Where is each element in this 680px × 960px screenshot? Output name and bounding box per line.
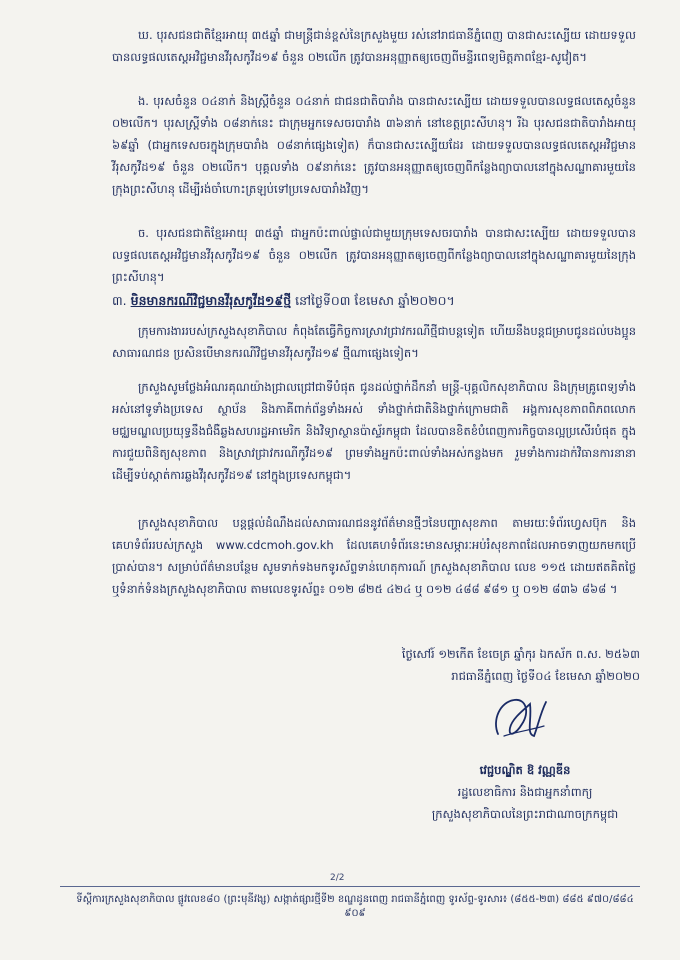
paragraph-item-ngo <box>112 90 636 200</box>
lunar-date-line: ថ្ងៃសៅរ៍ ១២កើត ខែចេត្រ ឆ្នាំកុរ ឯកស័ក ព.ស. ២៥៦៣ <box>401 647 640 661</box>
paragraph-text: ក្រុមការងាររបស់ក្រសួងសុខាភិបាល កំពុងតែធ្វើកិច្ចការស្រាវជ្រាវករណីថ្មីជាបន្តទៀត ហើយនឹងបន្តជម្រាបជូនដល់បងប្អូនសាធារណជន ប្រសិនបើមានករណីវិជ្ជមានវីរុសកូវីដ១៩ ថ្មីណាផ្សេងទៀត។ <box>112 324 636 360</box>
body-paragraph-contact <box>112 512 636 600</box>
paragraph-item-gho <box>112 24 636 68</box>
paragraph-item-cha <box>112 222 636 288</box>
heading-rest: នៅថ្ងៃទី០៣ ខែមេសា ឆ្នាំ២០២០។ <box>295 293 455 308</box>
solar-date-line: រាជធានីភ្នំពេញ ថ្ងៃទី០៤ ខែមេសា ឆ្នាំ២០២០ <box>451 669 640 683</box>
heading-number: ៣. <box>112 293 127 308</box>
paragraph-text: ក្រសួងសុខាភិបាល បន្តផ្ដល់ដំណឹងដល់សាធារណជននូវព័ត៌មានថ្មីៗនៃបញ្ហាសុខភាព តាមរយៈទំព័រហ្វេសប៊ុក និងគេហទំព័ររបស់ក្រសួង www.cdcmoh.gov.kh ដែលគេហទំព័រនេះមានសម្ភារៈអប់រំសុខភាពដែលអាចទាញយកមកប្រើប្រាស់បាន។ សម្រាប់ព័ត៌មានបន្ថែម សូមទាក់ទងមកទូរស័ព្ទទាន់ហេតុការណ៍ ក្រសួងសុខាភិបាល លេខ ១១៥ ដោយឥតគិតថ្លៃ ឬទំនាក់ទំនងក្រសួងសុខាភិបាល តាមលេខទូរស័ព្ទ៖ ០១២ ៨២៥ ៤២៤ ឬ ០១២ ៤៨៨ ៩៨១ ឬ ០១២ ៨៣៦ ៨៦៨ ។ <box>112 516 636 596</box>
footer-divider <box>60 886 640 887</box>
paragraph-text: ង. បុរសចំនួន ០៤នាក់ និងស្ត្រីចំនួន ០៤នាក់ ជាជនជាតិបារាំង បានជាសះស្បើយ ដោយទទួលបានលទ្ធផលតេស្តចំនួន ០២លើក។ បុរសស្ត្រីទាំង ០៨នាក់នេះ ជាក្រុមអ្នកទេសចរបារាំង ៣៦នាក់ នៅខេត្តព្រះសីហនុ។ រីឯ បុរសជនជាតិបារាំងអាយុ ៦៩ឆ្នាំ (ជាអ្នកទេសចរក្នុងក្រុមបារាំង ០៨នាក់ផ្សេងទៀត) ក៏បានជាសះស្បើយដែរ ដោយទទួលបានលទ្ធផលតេស្តអវិជ្ជមានវីរុសកូវីដ១៩ ចំនួន ០២លើក។ បុគ្គលទាំង ០៩នាក់នេះ ត្រូវបានអនុញ្ញាតឲ្យចេញពីកន្លែងព្យាបាលនៅក្នុងសណ្ឋាគារមួយនៃក្រុងព្រះសីហនុ ដើម្បីរង់ចាំហោះត្រឡប់ទៅប្រទេសបារាំងវិញ។ <box>112 94 636 196</box>
heading-strong-text: មិនមានករណីវិជ្ជមានវីរុសកូវីដ១៩ថ្មី <box>130 293 292 308</box>
signatory-name <box>410 760 640 780</box>
body-paragraph-thanks <box>112 376 636 486</box>
handwritten-signature <box>486 690 556 750</box>
paragraph-text: ក្រសួងសូមថ្លែងអំណរគុណយ៉ាងជ្រាលជ្រៅជាទីបំផុត ជូនដល់ថ្នាក់ដឹកនាំ មន្ត្រី-បុគ្គលិកសុខាភិបាល និងក្រុមគ្រូពេទ្យទាំងអស់នៅទូទាំងប្រទេស ស្ថាប័ន និងភាគីពាក់ព័ន្ធទាំងអស់ ទាំងថ្នាក់ជាតិនិងថ្នាក់ក្រោមជាតិ អង្គការសុខភាពពិភពលោក មជ្ឈមណ្ឌលប្រយុទ្ធនឹងជំងឺឆ្លងសហរដ្ឋអាមេរិក និងវិទ្យាស្ថានប៉ាស្ទ័រកម្ពុជា ដែលបានខិតខំបំពេញការកិច្ចបានល្អប្រសើរបំផុត ក្នុងការជួយពិនិត្យសុខភាព និងស្រាវជ្រាវករណីកូវីដ១៩ ព្រមទាំងអ្នកប៉ះពាល់ទាំងអស់កន្លងមក រួមទាំងការដាក់វិធានការនានា ដើម្បីទប់ស្កាត់ការឆ្លងវីរុសកូវីដ១៩ នៅក្នុងប្រទេសកម្ពុជា។ <box>112 380 636 482</box>
signatory-name-text: វេជ្ជបណ្ឌិត ឱ វណ្ណឌីន <box>479 763 571 777</box>
signatory-title: រដ្ឋលេខាធិការ និងជាអ្នកនាំពាក្យ <box>457 785 593 799</box>
body-paragraph-investigation <box>112 320 636 364</box>
section-heading <box>112 291 636 311</box>
page-number: 2/2 <box>330 873 345 883</box>
paragraph-text: ច. បុរសជនជាតិខ្មែរអាយុ ៣៥ឆ្នាំ ជាអ្នកប៉ះពាល់ផ្ទាល់ជាមួយក្រុមទេសចរបារាំង បានជាសះស្បើយ ដោយទទួលបានលទ្ធផលតេស្តអវិជ្ជមានវីរុសកូវីដ១៩ ចំនួន ០២លើក ត្រូវបានអនុញ្ញាតឲ្យចេញពីកន្លែងព្យាបាលនៅក្នុងសណ្ឋាគារមួយនៃក្រុងព្រះសីហនុ។ <box>112 226 636 284</box>
paragraph-text: ឃ. បុរសជនជាតិខ្មែរអាយុ ៣៥ឆ្នាំ ជាមន្ត្រីជាន់ខ្ពស់នៃក្រសួងមួយ រស់នៅរាជធានីភ្នំពេញ បានជាសះស្បើយ ដោយទទួលបានលទ្ធផលតេស្តអវិជ្ជមានវីរុសកូវីដ១៩ ចំនួន ០២លើក ត្រូវបានអនុញ្ញាតឲ្យចេញពីមន្ទីរពេទ្យមិត្តភាពខ្មែរ-សូវៀត។ <box>112 28 636 64</box>
footer-address: ទីស្តីការក្រសួងសុខាភិបាល ផ្លូវលេខ៨០ (ព្រះមុនីវង្ស) សង្កាត់ផ្សារថ្មីទី២ ខណ្ឌដូនពេញ រាជធានីភ្នំពេញ ទូរស័ព្ទ-ទូរសារ៖ (៨៥៥-២៣) ៨៨៥ ៩៧០/៨៨៤ ៩០៩ <box>76 894 634 919</box>
signatory-ministry: ក្រសួងសុខាភិបាលនៃព្រះរាជាណាចក្រកម្ពុជា <box>431 807 619 821</box>
